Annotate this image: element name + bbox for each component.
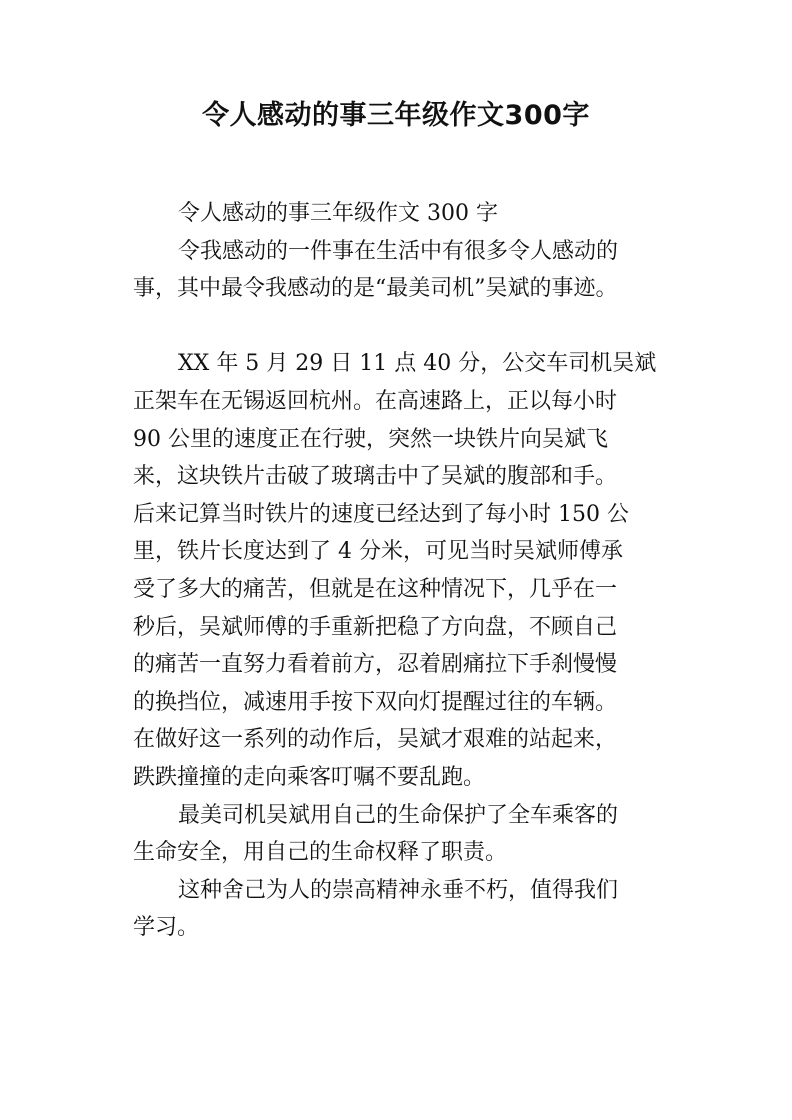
body-line: 90 公里的速度正在行驶，突然一块铁片向吴斌飞	[133, 426, 608, 452]
body-line: 令人感动的事三年级作文 300 字	[178, 201, 498, 226]
document-title: 令人感动的事三年级作文300字	[202, 100, 590, 131]
body-line: 令我感动的一件事在生活中有很多令人感动的	[178, 238, 619, 264]
body-line: 来，这块铁片击破了玻璃击中了吴斌的腹部和手。	[133, 464, 618, 490]
body-line: 生命安全，用自己的生命权释了职责。	[133, 840, 508, 866]
body-line: 跌跌撞撞的走向乘客叮嘱不要乱跑。	[133, 764, 486, 790]
body-line: 里，铁片长度达到了 4 分米，可见当时吴斌师傅承	[133, 539, 623, 565]
body-line: XX 年 5 月 29 日 11 点 40 分，公交车司机吴斌	[178, 351, 657, 377]
body-line: 学习。	[133, 915, 200, 941]
body-line: 最美司机吴斌用自己的生命保护了全车乘客的	[178, 802, 619, 828]
body-line: 后来记算当时铁片的速度已经达到了每小时 150 公	[133, 501, 629, 527]
body-line: 这种舍己为人的崇高精神永垂不朽，值得我们	[178, 877, 619, 903]
document-body	[133, 195, 661, 947]
body-line: 正架车在无锡返回杭州。在高速路上，正以每小时	[133, 388, 618, 414]
blank-line	[133, 308, 661, 346]
body-line: 的换挡位，减速用手按下双向灯提醒过往的车辆。	[133, 689, 618, 715]
body-line: 秒后，吴斌师傅的手重新把稳了方向盘，不顾自己	[133, 614, 618, 640]
body-line: 事，其中最令我感动的是“最美司机”吴斌的事迹。	[133, 276, 618, 302]
body-line: 在做好这一系列的动作后，吴斌才艰难的站起来，	[133, 727, 618, 753]
body-line: 的痛苦一直努力看着前方，忍着剧痛拉下手刹慢慢	[133, 652, 618, 678]
body-line: 受了多大的痛苦，但就是在这种情况下，几乎在一	[133, 576, 618, 602]
